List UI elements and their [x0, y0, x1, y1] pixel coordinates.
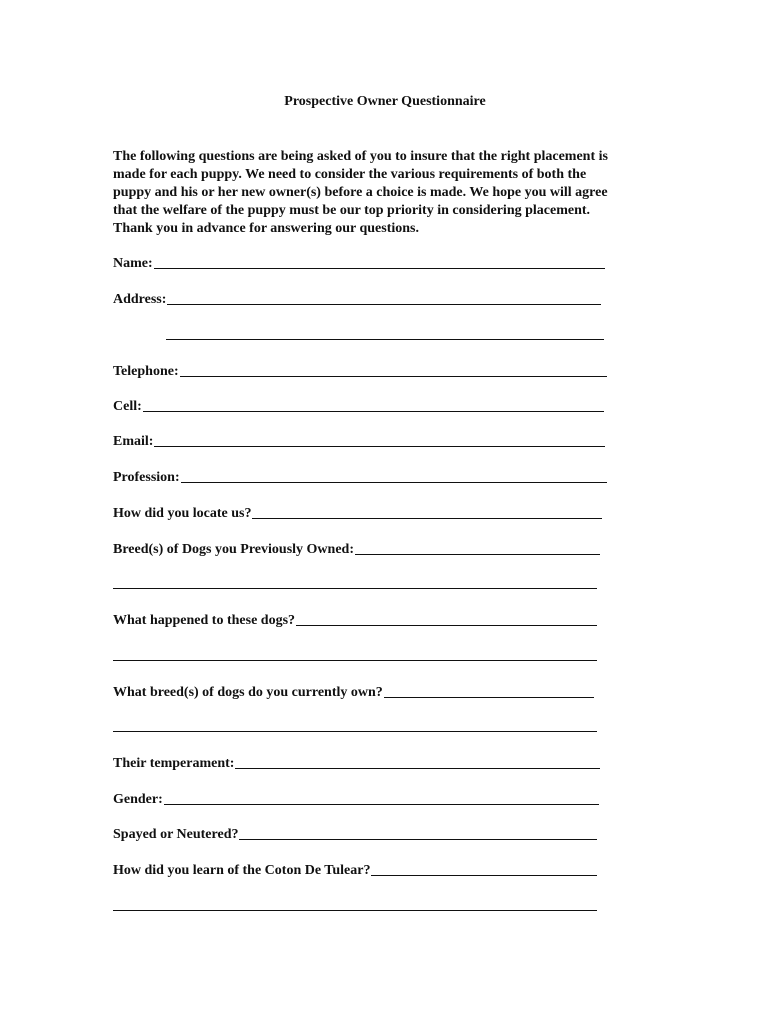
telephone-label: Telephone: [113, 364, 179, 379]
email-field [113, 430, 605, 450]
temperament-line[interactable] [235, 767, 600, 769]
locate-label: How did you locate us? [113, 506, 252, 521]
intro-line: The following questions are being asked of you to insure that the right placement is [113, 149, 608, 164]
profession-field [113, 466, 607, 486]
profession-label: Profession: [113, 470, 180, 485]
breeds-previous-field [113, 538, 600, 558]
coton-label: How did you learn of the Coton De Tulear? [113, 863, 371, 878]
gender-field [113, 788, 599, 808]
cell-line[interactable] [143, 410, 604, 412]
breeds-current-line[interactable] [384, 696, 594, 698]
locate-field [113, 502, 602, 522]
breeds-current-label: What breed(s) of dogs do you currently own? [113, 685, 383, 700]
email-line[interactable] [154, 445, 605, 447]
cell-label: Cell: [113, 399, 142, 414]
email-label: Email: [113, 434, 154, 449]
locate-line[interactable] [252, 517, 602, 519]
what-happened-field [113, 609, 597, 629]
address-line[interactable] [167, 303, 601, 305]
temperament-label: Their temperament: [113, 756, 235, 771]
breeds-previous-line[interactable] [355, 553, 600, 555]
cell-field [113, 395, 604, 415]
name-field [113, 252, 605, 272]
temperament-field [113, 752, 600, 772]
gender-line[interactable] [164, 803, 599, 805]
breeds-current-line-2[interactable] [113, 731, 597, 732]
address-field [113, 288, 601, 308]
telephone-field [113, 360, 607, 380]
spayed-field [113, 823, 597, 843]
intro-line: puppy and his or her new owner(s) before a choice is made. We hope you will agree [113, 185, 608, 200]
breeds-previous-label: Breed(s) of Dogs you Previously Owned: [113, 542, 354, 557]
coton-field [113, 859, 597, 879]
name-label: Name: [113, 256, 153, 271]
breeds-current-field [113, 681, 594, 701]
address-label: Address: [113, 292, 167, 307]
telephone-line[interactable] [180, 375, 607, 377]
gender-label: Gender: [113, 792, 163, 807]
what-happened-line[interactable] [296, 624, 597, 626]
page-title: Prospective Owner Questionnaire [284, 94, 486, 109]
spayed-line[interactable] [239, 838, 597, 840]
name-line[interactable] [154, 267, 605, 269]
spayed-label: Spayed or Neutered? [113, 827, 239, 842]
intro-line: made for each puppy. We need to consider the various requirements of both the [113, 167, 587, 182]
profession-line[interactable] [181, 481, 607, 483]
what-happened-line-2[interactable] [113, 660, 597, 661]
address-line-2[interactable] [166, 339, 604, 340]
what-happened-label: What happened to these dogs? [113, 613, 296, 628]
intro-line: Thank you in advance for answering our questions. [113, 221, 419, 236]
coton-line-2[interactable] [113, 910, 597, 911]
intro-paragraph [113, 148, 673, 238]
breeds-previous-line-2[interactable] [113, 588, 597, 589]
coton-line[interactable] [371, 874, 597, 876]
intro-line: that the welfare of the puppy must be our top priority in considering placement. [113, 203, 591, 218]
